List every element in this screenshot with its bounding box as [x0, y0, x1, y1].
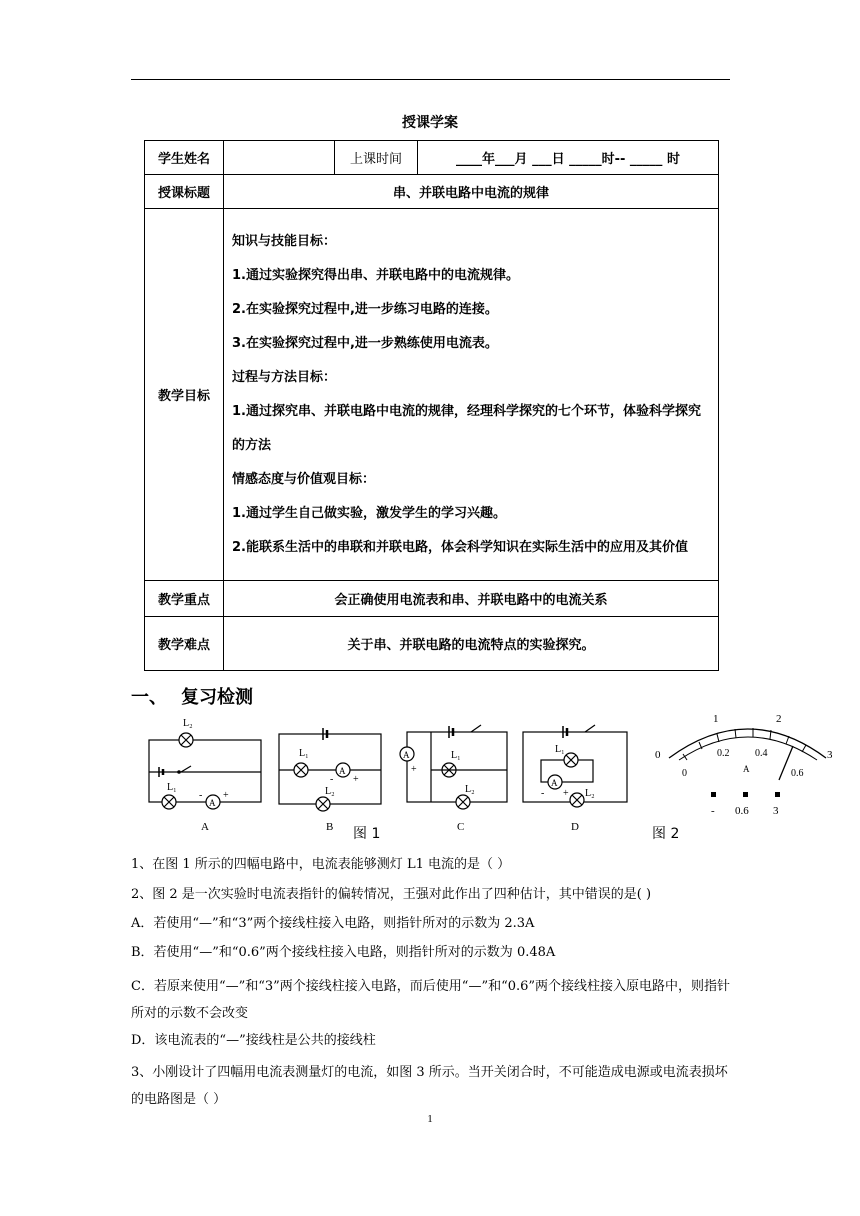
option-d: D．该电流表的“—”接线柱是公共的接线柱: [131, 1033, 376, 1048]
circuit-a: [149, 718, 261, 833]
key-point-value: 会正确使用电流表和串、并联电路中的电流关系: [224, 581, 719, 617]
scale-bottom-0: 0: [682, 768, 687, 779]
student-name-label: 学生姓名: [145, 141, 224, 175]
header-rule: [131, 79, 730, 80]
section-heading: [131, 683, 253, 709]
goal-line: 1.通过探究串、并联电路中电流的规律，经理科学探究的七个环节，体验科学探究的方法: [232, 403, 701, 453]
scale-top-3: 3: [827, 749, 833, 761]
question-1: 1、在图 1 所示的四幅电路中，电流表能够测灯 L1 电流的是（ ）: [131, 857, 511, 872]
table-row: [145, 175, 719, 209]
question-3: 3、小刚设计了四幅用电流表测量灯的电流，如图 3 所示。当开关闭合时，不可能造成电源或电流表损坏的电路图是（ ）: [131, 1065, 728, 1107]
goals-cell: [224, 209, 719, 581]
scale-top-1: 1: [713, 713, 719, 725]
circuit-figure: [131, 712, 841, 847]
circuit-label: C: [457, 821, 465, 833]
plus-terminal: +: [353, 774, 359, 785]
goal-line: 过程与方法目标：: [232, 369, 337, 385]
option-a: A．若使用“—”和“3”两个接线柱接入电路，则指针所对的示数为 2.3A: [131, 916, 535, 931]
table-row: [145, 209, 719, 581]
circuit-label: A: [201, 821, 209, 833]
section-number: 一、: [131, 687, 167, 708]
goal-line: 2.能联系生活中的串联和并联电路，体会科学知识在实际生活中的应用及其价值: [232, 539, 688, 555]
terminal-3: 3: [773, 805, 779, 817]
lamp-l2-label: L₂: [585, 788, 595, 799]
ammeter-label: A: [339, 766, 346, 776]
topic-value: 串、并联电路中电流的规律: [224, 175, 719, 209]
minus-terminal: -: [541, 788, 545, 799]
difficulty-value: 关于串、并联电路的电流特点的实验探究。: [224, 617, 719, 671]
scale-top-0: 0: [655, 749, 661, 761]
table-row: [145, 141, 719, 175]
scale-top-2: 2: [776, 713, 782, 725]
lamp-l1-label: L₁: [299, 748, 309, 759]
section-title: 复习检测: [181, 687, 253, 708]
circuit-d: [523, 725, 627, 833]
lamp-l1-label: L₁: [167, 782, 177, 793]
circuit-label: D: [571, 821, 579, 833]
class-time-label: 上课时间: [335, 141, 418, 175]
document-title: 授课学案: [402, 115, 458, 131]
ammeter-label: A: [551, 778, 558, 788]
meter-unit: A: [743, 764, 750, 774]
goal-line: 1.通过实验探究得出串、并联电路中的电流规律。: [232, 267, 519, 283]
table-row: [145, 581, 719, 617]
lamp-l2-label: L₂: [183, 718, 193, 729]
minus-terminal: -: [199, 790, 203, 801]
circuit-c: [400, 725, 507, 833]
lamp-l2-label: L₂: [325, 786, 335, 797]
scale-bottom-2: 0.4: [755, 748, 768, 759]
option-b: B．若使用“—”和“0.6”两个接线柱接入电路，则指针所对的示数为 0.48A: [131, 945, 556, 960]
terminal-0-6: 0.6: [735, 805, 749, 817]
topic-label: 授课标题: [145, 175, 224, 209]
terminal-minus: -: [711, 805, 715, 817]
option-c: C．若原来使用“—”和“3”两个接线柱接入电路，而后使用“—”和“0.6”两个接线柱接入原电路中，则指针所对的示数不会改变: [131, 979, 731, 1021]
lamp-l1-label: L₁: [555, 744, 565, 755]
key-point-label: 教学重点: [145, 581, 224, 617]
lamp-l2-label: L₂: [465, 784, 475, 795]
figure-2-caption: 图 2: [652, 826, 680, 842]
goal-line: 知识与技能目标：: [232, 233, 337, 249]
student-name-field: [224, 141, 335, 175]
class-time-field: ____年___月 ___日 _____时-- _____ 时: [418, 141, 719, 175]
plus-terminal: +: [411, 764, 417, 775]
circuit-b: [279, 728, 381, 833]
plus-terminal: +: [563, 788, 569, 799]
lamp-l1-label: L₁: [451, 750, 461, 761]
goals-label: 教学目标: [145, 209, 224, 581]
question-2: 2、图 2 是一次实验时电流表指针的偏转情况，王强对此作出了四种估计，其中错误的是( ): [131, 887, 652, 902]
plus-terminal: +: [223, 790, 229, 801]
lesson-plan-table: [144, 140, 719, 671]
minus-terminal: -: [330, 774, 334, 785]
difficulty-label: 教学难点: [145, 617, 224, 671]
goal-line: 情感态度与价值观目标：: [232, 471, 376, 487]
table-row: [145, 617, 719, 671]
ammeter-label: A: [209, 798, 216, 808]
goal-line: 3.在实验探究过程中,进一步熟练使用电流表。: [232, 335, 498, 351]
ammeter-dial: [655, 713, 833, 817]
figure-1-caption: 图 1: [353, 826, 381, 842]
goal-line: 2.在实验探究过程中,进一步练习电路的连接。: [232, 301, 498, 317]
page-number: 1: [427, 1113, 433, 1125]
goal-line: 1.通过学生自己做实验，激发学生的学习兴趣。: [232, 505, 506, 521]
ammeter-label: A: [403, 750, 410, 760]
scale-bottom-1: 0.2: [717, 748, 730, 759]
circuit-label: B: [326, 821, 334, 833]
scale-bottom-3: 0.6: [791, 768, 804, 779]
